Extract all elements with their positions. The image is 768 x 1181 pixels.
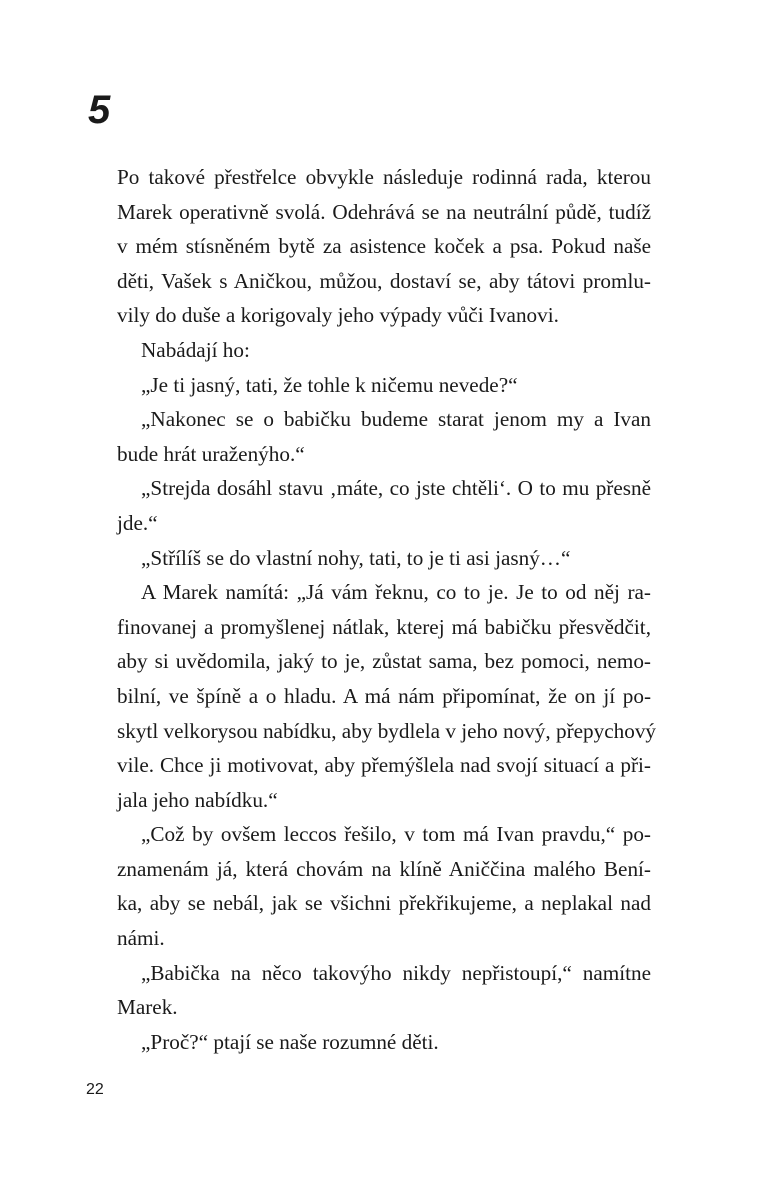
text-line: vile. Chce ji motivovat, aby přemýšlela nad svojí situací a při- — [117, 753, 651, 778]
text-line: v mém stísněném bytě za asistence koček a psa. Pokud naše — [117, 234, 651, 259]
page-number: 22 — [86, 1081, 104, 1098]
text-line: znamenám já, která chovám na klíně Aniččina malého Bení- — [117, 856, 651, 881]
text-line: „Nakonec se o babičku budeme starat jenom my a Ivan — [141, 407, 651, 432]
text-line: skytl velkorysou nabídku, aby bydlela v jeho nový, přepychový — [117, 718, 657, 743]
text-line: „Strejda dosáhl stavu ‚máte, co jste chtěli‘. O to mu přesně — [141, 476, 651, 501]
text-line: A Marek namítá: „Já vám řeknu, co to je. Je to od něj ra- — [141, 580, 651, 605]
text-line: „Střílíš se do vlastní nohy, tati, to je ti asi jasný…“ — [141, 545, 571, 570]
text-line: Po takové přestřelce obvykle následuje rodinná rada, kterou — [117, 165, 651, 189]
text-line: „Je ti jasný, tati, že tohle k ničemu nevede?“ — [141, 372, 518, 397]
text-line: aby si uvědomila, jaký to je, zůstat sama, bez pomoci, nemo- — [117, 649, 651, 674]
text-line: jala jeho nabídku.“ — [117, 787, 278, 812]
text-line: bilní, ve špíně a o hladu. A má nám připomínat, že on jí po- — [117, 683, 651, 708]
text-line: děti, Vašek s Aničkou, můžou, dostaví se, aby tátovi promlu- — [117, 268, 651, 293]
text-line: „Proč?“ ptají se naše rozumné děti. — [141, 1029, 439, 1054]
text-line: jde.“ — [117, 510, 158, 535]
text-line: vily do duše a korigovaly jeho výpady vůči Ivanovi. — [117, 303, 559, 328]
text-line: námi. — [117, 926, 165, 951]
text-line: bude hrát uraženýho.“ — [117, 441, 305, 466]
text-line: „Což by ovšem leccos řešilo, v tom má Ivan pravdu,“ po- — [141, 822, 651, 847]
text-line: Marek operativně svolá. Odehrává se na neutrální půdě, tudíž — [117, 199, 651, 224]
text-line: Marek. — [117, 995, 178, 1020]
text-line: ka, aby se nebál, jak se všichni překřikujeme, a neplakal nad — [117, 891, 651, 916]
text-line: „Babička na něco takovýho nikdy nepřistoupí,“ namítne — [141, 960, 651, 985]
body-text — [117, 160, 657, 1059]
chapter-number: 5 — [88, 88, 111, 132]
text-line: finovanej a promyšlenej nátlak, kterej má babičku přesvědčit, — [117, 614, 651, 639]
text-line: Nabádají ho: — [141, 337, 250, 362]
